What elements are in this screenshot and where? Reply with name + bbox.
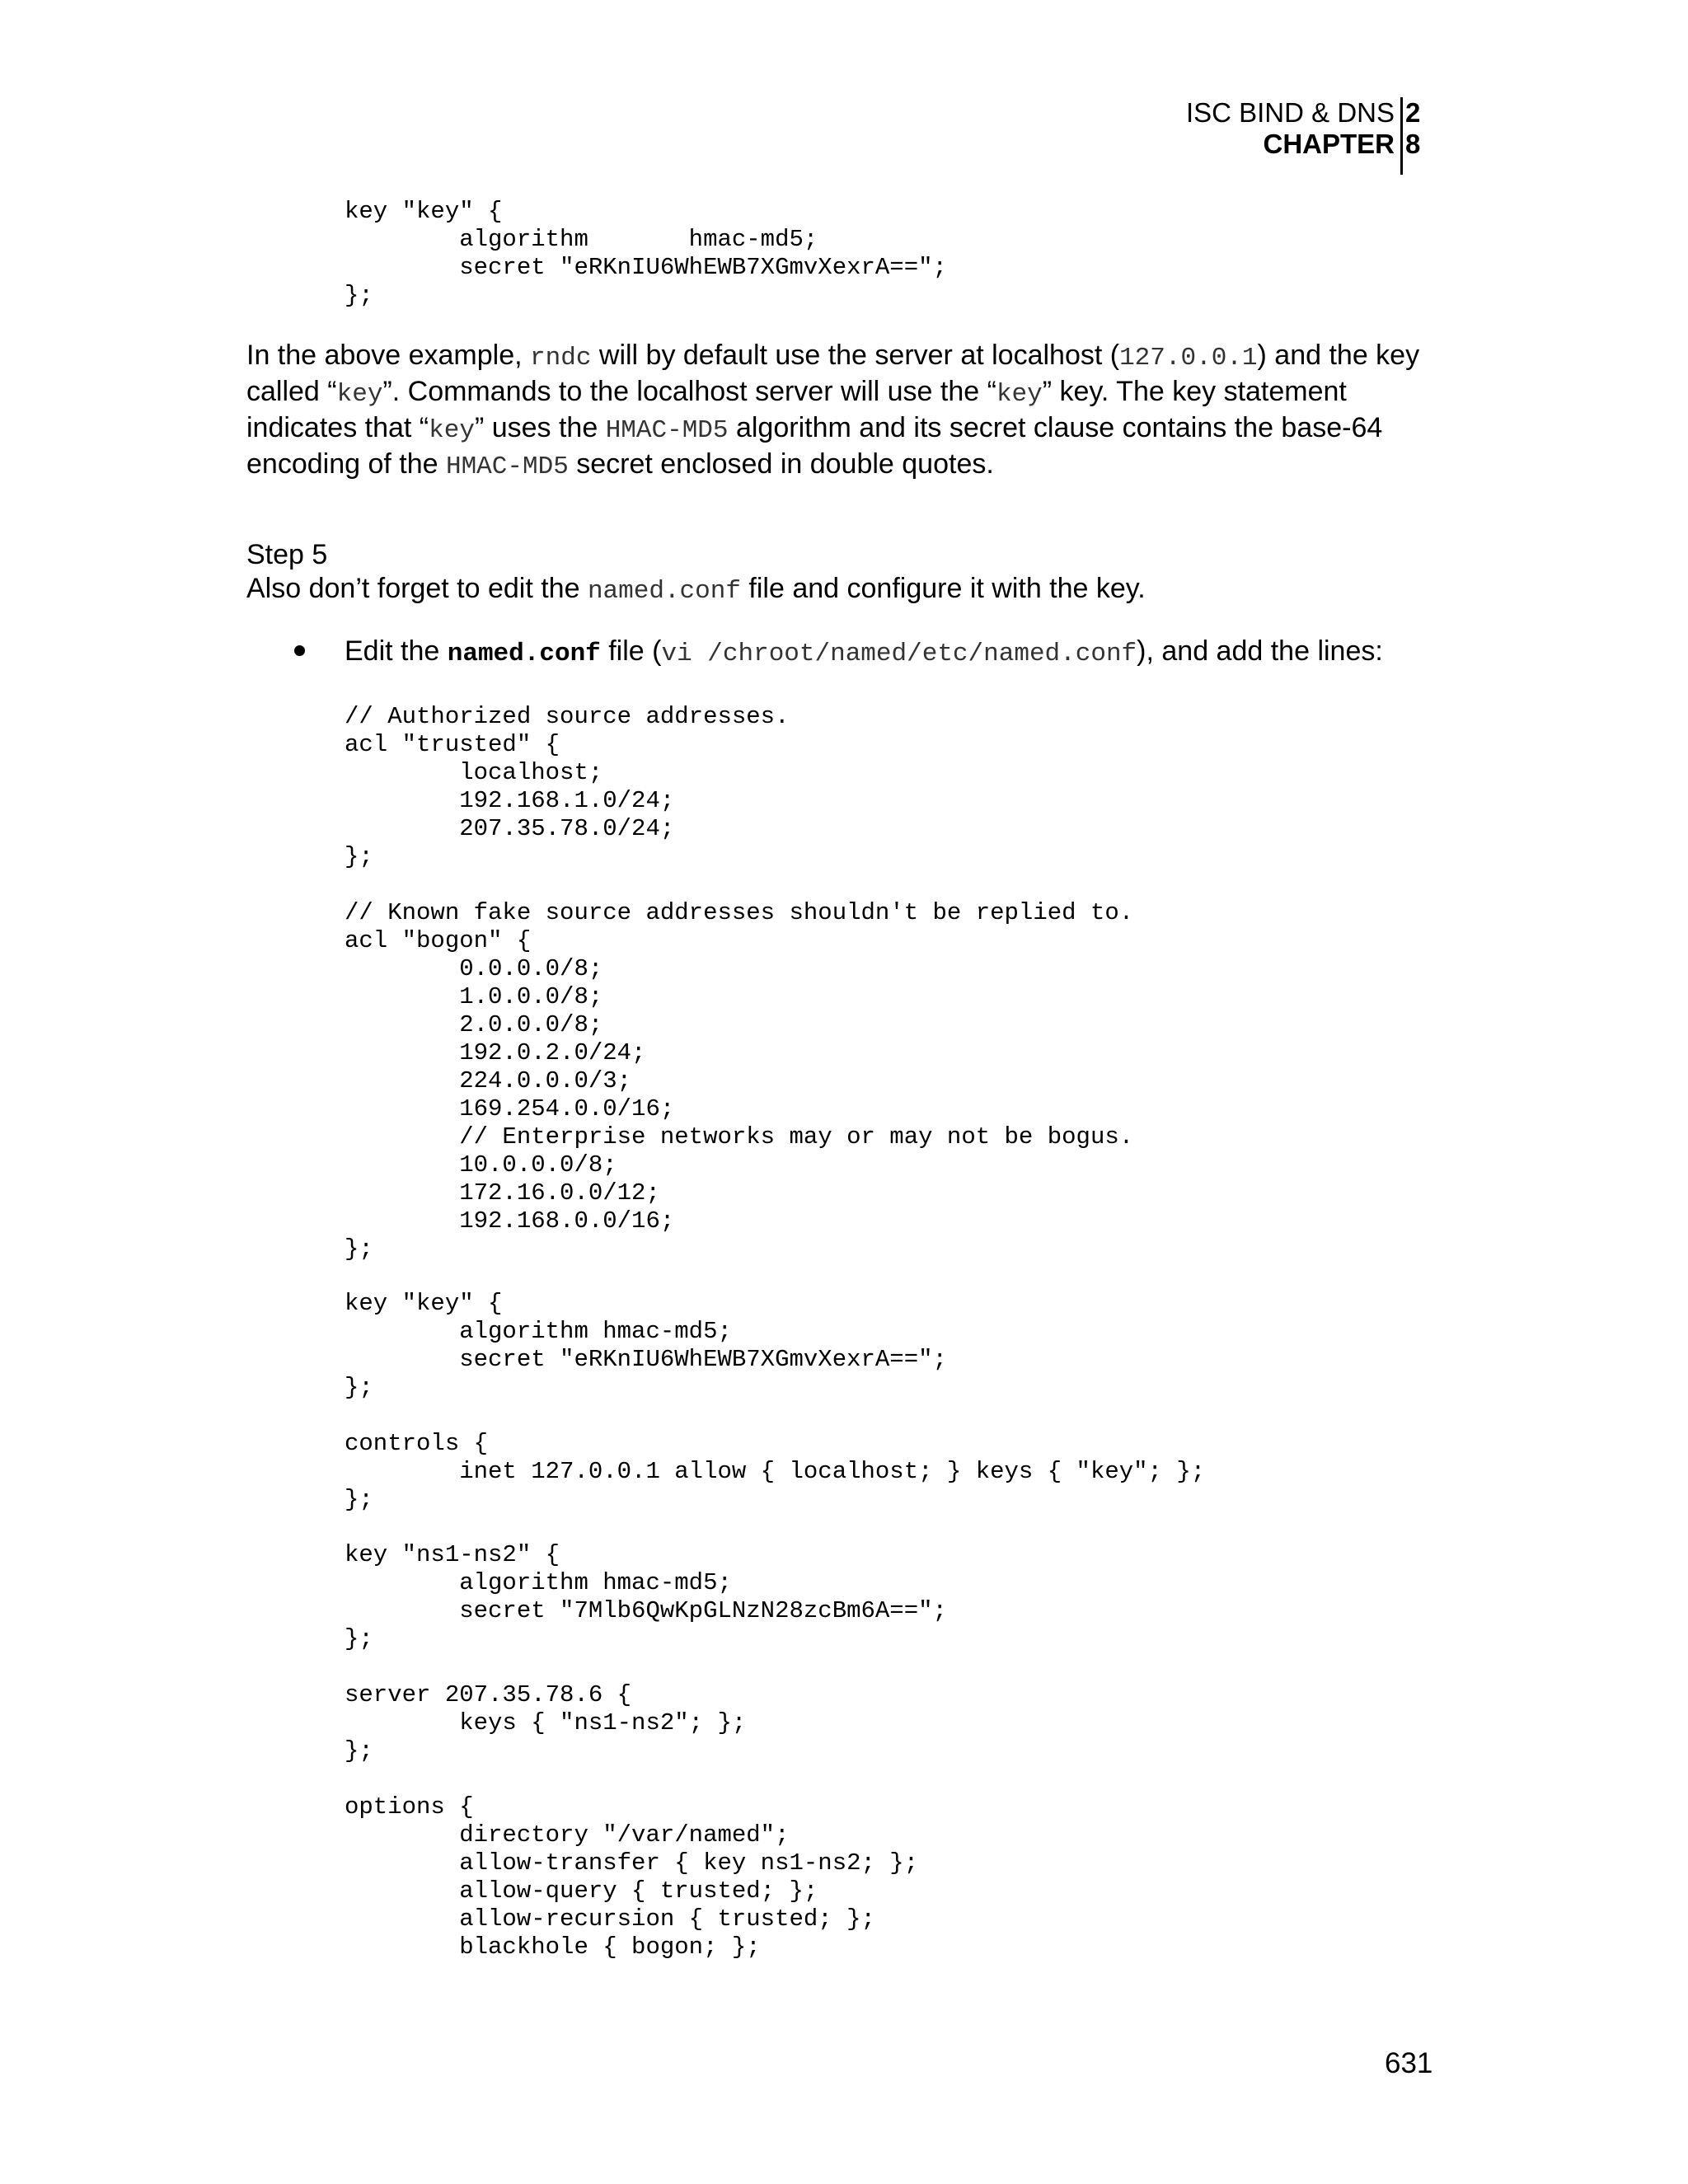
header-divider [1400,97,1403,175]
bullet-icon [294,645,305,656]
code-block-key-controls: key "key" { algorithm hmac-md5; secret "eRKnIU6WhEWB7XGmvXexrA=="; }; controls { inet 127.0.0.1 allow { localhost; } keys { "key"; }; }; [345,1290,1206,1513]
header-chapter-number: 28 [1405,97,1421,159]
code-block-server-options: key "ns1-ns2" { algorithm hmac-md5; secret "7Mlb6QwKpGLNzN28zcBm6A=="; }; server 207.35.78.6 { keys { "ns1-ns2"; }; }; options { directory "/var/named"; allow-transfer { key ns1-ns2; }; allow-query { trusted; }; allow-recursion { trusted; }; blackhole { bogon; }; [345,1541,947,1961]
code-block-acl: // Authorized source addresses. acl "trusted" { localhost; 192.168.1.0/24; 207.35.78.0/24; }; // Known fake source addresses shouldn't be replied to. acl "bogon" { 0.0.0.0/8; 1.0.0.0/8; 2.0.0.0/8; 192.0.2.0/24; 224.0.0.0/3; 169.254.0.0/16; // Enterprise networks may or may not be bogus. 10.0.0.0/8; 172.16.0.0/12; 192.168.0.0/16; }; [345,703,1134,1263]
header-left [1186,97,1395,160]
step-heading: Step 5 [246,539,328,570]
page-number: 631 [1385,2047,1433,2079]
bullet-item-edit-named-conf: Edit the named.conf file (vi /chroot/named/etc/named.conf), and add the lines: [345,635,1383,668]
header-chapter-label: CHAPTER [1263,129,1395,159]
header-book-title: ISC BIND & DNS [1185,97,1395,128]
code-block-rndc-key: key "key" { algorithm hmac-md5; secret "eRKnIU6WhEWB7XGmvXexrA=="; }; [345,198,947,309]
running-header [1071,97,1442,176]
paragraph-rndc-explanation: In the above example, rndc will by default use the server at localhost (127.0.0.1) and the key called “key”. Commands to the localhost server will use the “key” key. The key statement indicates that “key” uses the HMAC-MD5 algorithm and its secret clause contains the base-64 encoding of the HMAC-MD5 secret enclosed in double quotes. [246,340,1420,481]
step-instruction: Also don’t forget to edit the named.conf file and configure it with the key. [246,573,1146,606]
